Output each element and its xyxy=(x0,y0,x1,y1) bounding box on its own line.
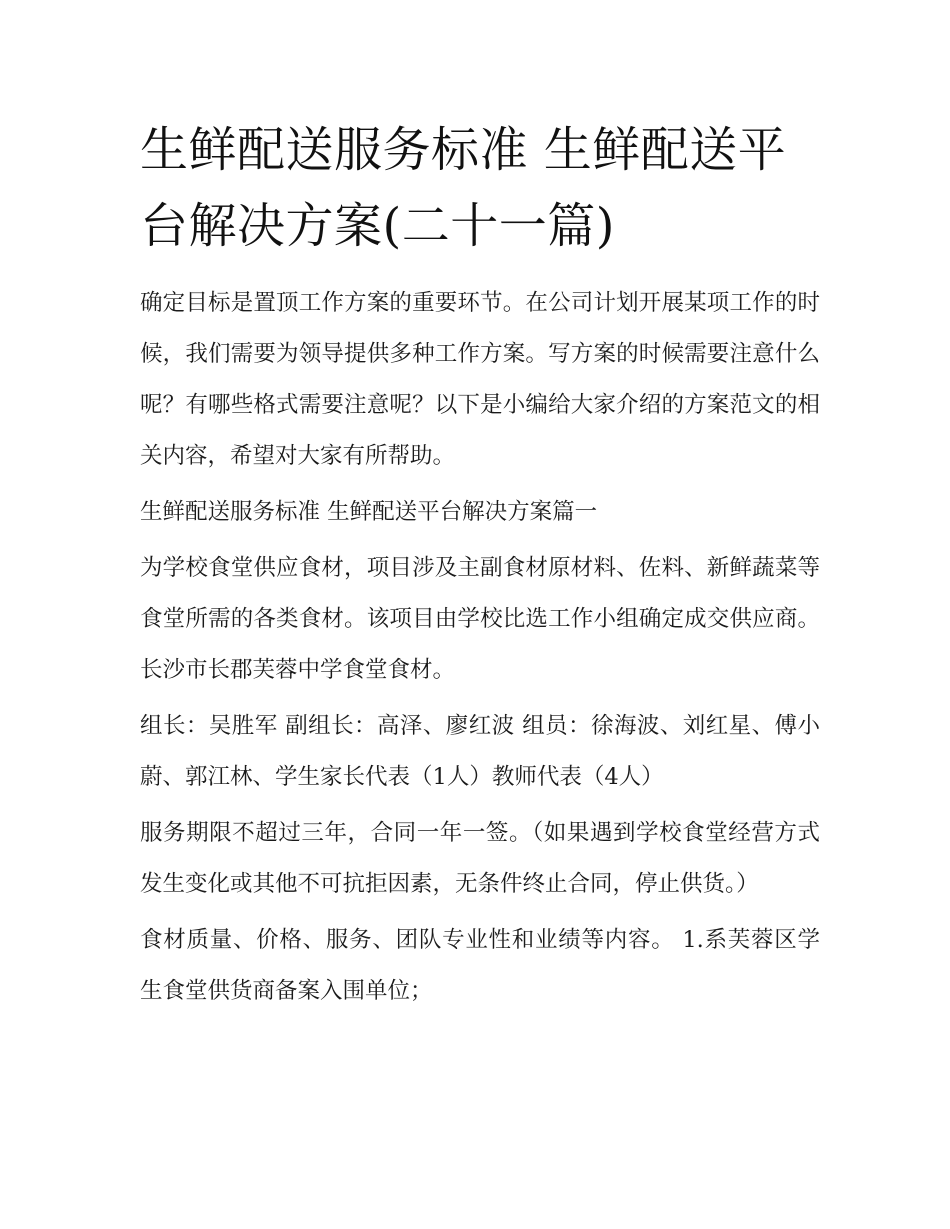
criteria-paragraph: 食材质量、价格、服务、团队专业性和业绩等内容。 1.系芙蓉区学生食堂供货商备案入围单位； xyxy=(140,927,820,1004)
document-title: 生鲜配送服务标准 生鲜配送平台解决方案(二十一篇) xyxy=(140,122,787,254)
section-heading: 生鲜配送服务标准 生鲜配送平台解决方案篇一 xyxy=(140,499,598,525)
intro-paragraph: 确定目标是置顶工作方案的重要环节。在公司计划开展某项工作的时候，我们需要为领导提供多种工作方案。写方案的时候需要注意什么呢？有哪些格式需要注意呢？以下是小编给大家介绍的方案范文的相关内容，希望对大家有所帮助。 xyxy=(140,290,820,469)
project-paragraph: 为学校食堂供应食材，项目涉及主副食材原材料、佐料、新鲜蔬菜等食堂所需的各类食材。该项目由学校比选工作小组确定成交供应商。 长沙市长郡芙蓉中学食堂食材。 xyxy=(140,555,820,683)
document-body xyxy=(140,278,820,1022)
team-paragraph: 组长：吴胜军 副组长：高泽、廖红波 组员：徐海波、刘红星、傅小蔚、郭江林、学生家长代表（1人）教师代表（4人） xyxy=(140,713,820,790)
service-term-paragraph: 服务期限不超过三年，合同一年一签。（如果遇到学校食堂经营方式发生变化或其他不可抗拒因素，无条件终止合同，停止供货。） xyxy=(140,820,820,897)
